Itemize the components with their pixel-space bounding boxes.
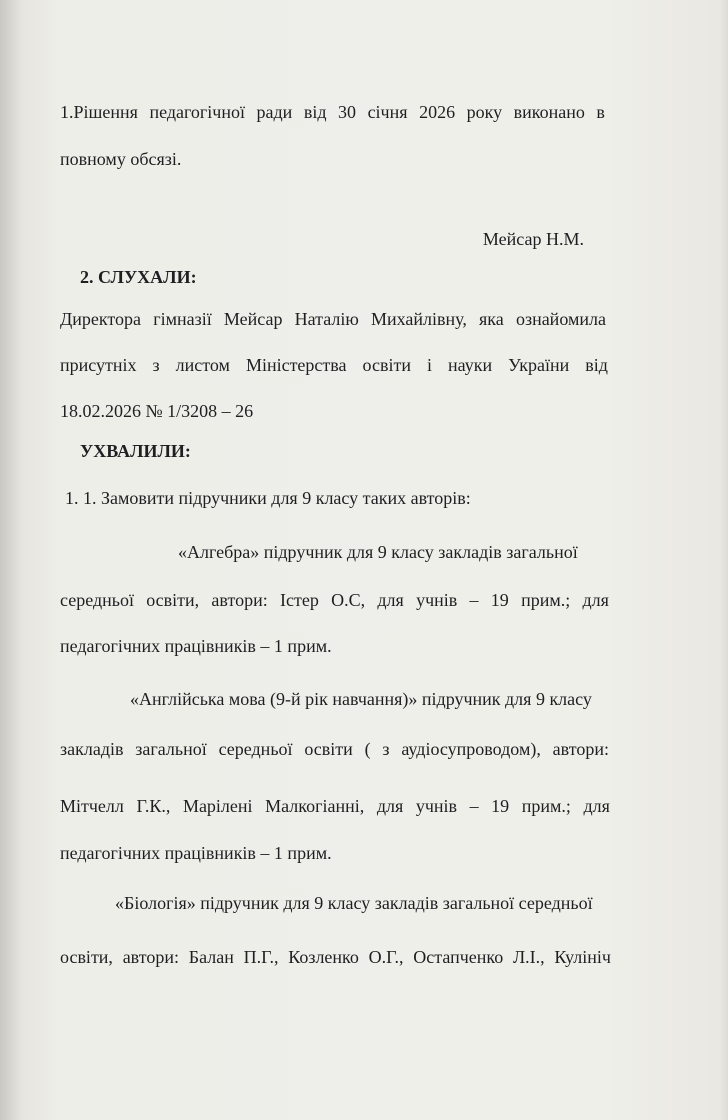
word: ради <box>256 102 293 122</box>
word: Балан <box>188 947 234 967</box>
word: учнів <box>415 796 457 816</box>
word: автори: <box>552 739 609 759</box>
section-2-title: 2. СЛУХАЛИ: <box>80 267 197 287</box>
word: середньої <box>218 739 293 759</box>
english-line-1: «Англійська мова (9-й рік навчання)» підручник для 9 класу <box>130 689 592 709</box>
word: від <box>303 102 327 122</box>
word: О.С, <box>331 590 366 610</box>
word: закладів <box>60 739 124 759</box>
word: Мітчелл <box>60 796 124 816</box>
word: Міністерства <box>245 355 347 375</box>
word: для <box>377 590 404 610</box>
algebra-line-2 <box>60 589 609 611</box>
word: в <box>596 102 605 122</box>
word: Істер <box>280 590 319 610</box>
word: 2026 <box>419 102 456 122</box>
word: П.Г., <box>243 947 279 967</box>
word: – <box>469 590 479 610</box>
word: Кулініч <box>554 947 611 967</box>
word: України <box>508 355 570 375</box>
word: з <box>152 355 160 375</box>
word: виконано <box>513 102 585 122</box>
word: гімназії <box>153 309 212 329</box>
paragraph-1-line-1 <box>60 101 605 123</box>
algebra-line-1: «Алгебра» підручник для 9 класу закладів загальної <box>178 542 578 562</box>
item-1: 1. 1. Замовити підручники для 9 класу таких авторів: <box>65 488 471 508</box>
word: Директора <box>60 309 142 329</box>
word: Наталію <box>294 309 359 329</box>
word: січня <box>367 102 408 122</box>
word: року <box>466 102 503 122</box>
word: Остапченко <box>413 947 504 967</box>
word: середньої <box>60 590 134 610</box>
paragraph-2-line-2 <box>60 354 608 376</box>
decided-title: УХВАЛИЛИ: <box>80 441 191 461</box>
word: Малкогіанні, <box>265 796 365 816</box>
word: для <box>376 796 404 816</box>
word: присутніх <box>60 355 137 375</box>
word: Г.К., <box>136 796 171 816</box>
word: для <box>582 590 609 610</box>
biology-line-2 <box>60 946 611 968</box>
english-line-3 <box>60 795 610 817</box>
word: і <box>426 355 432 375</box>
paragraph-1-line-2: повному обсязі. <box>60 149 182 169</box>
word: Л.І., <box>512 947 545 967</box>
paragraph-2-line-1 <box>60 308 606 330</box>
word: 19 <box>490 590 509 610</box>
word: освіти <box>304 739 353 759</box>
word: прим.; <box>521 796 571 816</box>
word: аудіосупроводом), <box>401 739 541 759</box>
word: листом <box>175 355 230 375</box>
word: 19 <box>491 796 510 816</box>
word: яка <box>479 309 504 329</box>
word: педагогічної <box>149 102 245 122</box>
word: ознайомила <box>515 309 606 329</box>
word: Михайлівну, <box>371 309 467 329</box>
word: автори: <box>211 590 268 610</box>
word: Мейсар <box>223 309 283 329</box>
paragraph-2-line-3: 18.02.2026 № 1/3208 – 26 <box>60 401 254 421</box>
word: з <box>382 739 390 759</box>
word: прим.; <box>521 590 571 610</box>
biology-line-1: «Біологія» підручник для 9 класу закладів загальної середньої <box>115 893 593 913</box>
word: від <box>585 355 608 375</box>
word: Козленко <box>288 947 359 967</box>
word: учнів <box>416 590 458 610</box>
word: освіти <box>362 355 411 375</box>
word: науки <box>447 355 493 375</box>
word: освіти, <box>60 947 113 967</box>
word: для <box>583 796 610 816</box>
word: автори: <box>122 947 179 967</box>
word: ( <box>364 739 371 759</box>
word: 1.Рішення <box>60 102 138 122</box>
word: 30 <box>338 102 357 122</box>
word: освіти, <box>146 590 200 610</box>
english-line-4: педагогічних працівників – 1 прим. <box>60 843 332 863</box>
signature: Мейсар Н.М. <box>482 229 584 249</box>
word: О.Г., <box>368 947 404 967</box>
word: – <box>469 796 479 816</box>
english-line-2 <box>60 738 609 760</box>
word: Марілені <box>182 796 253 816</box>
word: загальної <box>135 739 207 759</box>
algebra-line-3: педагогічних працівників – 1 прим. <box>60 636 332 656</box>
